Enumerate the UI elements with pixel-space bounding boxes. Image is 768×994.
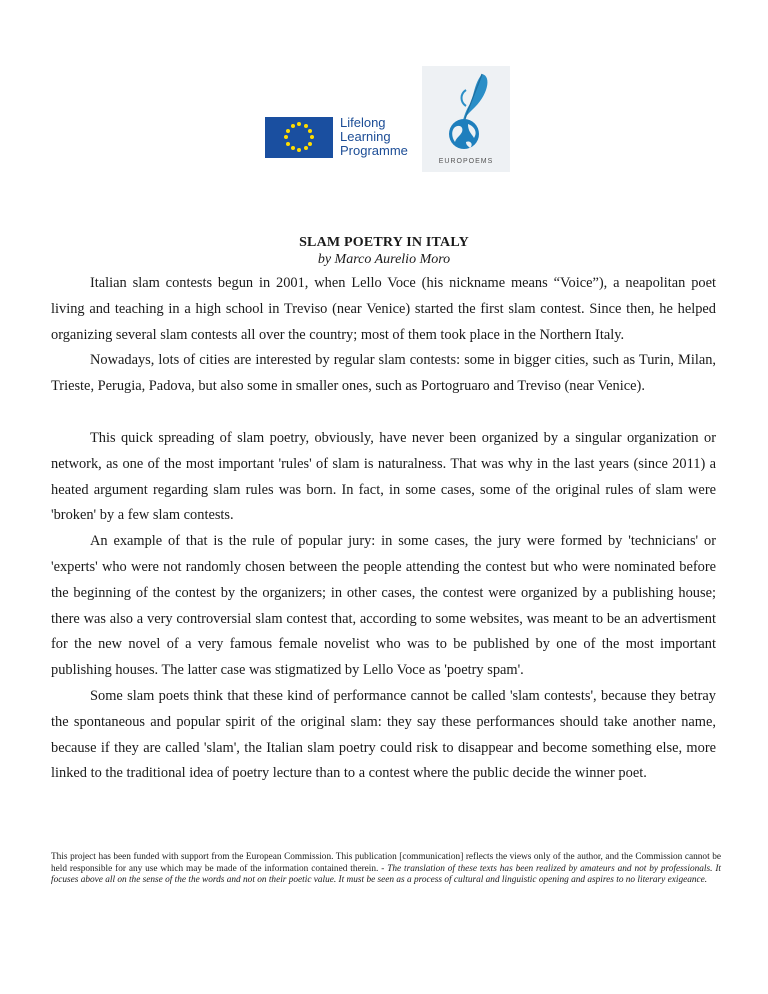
eu-star-icon: [286, 129, 290, 133]
translation-note: The translation of these texts has been realized by amateurs and not by professionals. It focuses above all on the sense of the the words and not on their poetic value. It must be seen as a process of cultural and linguistic opening and aspires to no literary exigeance.: [51, 863, 721, 885]
eu-star-icon: [297, 148, 301, 152]
programme-name: [340, 116, 408, 158]
article-body: [51, 271, 716, 787]
paragraph: Italian slam contests begun in 2001, when Lello Voce (his nickname means “Voice”), a neapolitan poet living and teaching in a high school in Treviso (near Venice) started the first slam contest. Since then, he helped organizing several slam contests all over the country; most of them took place in the Northern Italy.: [51, 275, 716, 343]
eu-star-icon: [284, 135, 288, 139]
quill-globe-icon: [422, 66, 510, 158]
paragraph: An example of that is the rule of popular jury: in some cases, the jury were formed by 'technicians' or 'experts' who were not randomly chosen between the people attending the contest but who were nominated before the beginning of the contest by the organizers; in other cases, the contest were organized by a publishing house; there was also a very controversial slam contest that, according to some websites, was meant to be an advertisment for the new novel of a very famous female novelist who was to be published by one of the most important publishing houses. The latter case was stigmatized by Lello Voce as 'poetry spam'.: [51, 533, 716, 679]
lifelong-learning-logo: [265, 116, 408, 158]
programme-line-2: Learning: [340, 129, 391, 144]
eu-star-icon: [308, 129, 312, 133]
eu-star-icon: [308, 142, 312, 146]
header-logos: [265, 66, 510, 174]
paragraph: Some slam poets think that these kind of performance cannot be called 'slam contests', because they betray the spontaneous and popular spirit of the original slam: they say these performances should take another name, because if they are called 'slam', the Italian slam poetry could risk to disappear and become something else, more linked to the traditional idea of poetry lecture than to a contest where the public decide the winner poet.: [51, 687, 716, 782]
eu-star-icon: [304, 124, 308, 128]
eu-flag-icon: [265, 117, 333, 158]
eu-star-icon: [304, 146, 308, 150]
paragraph: This quick spreading of slam poetry, obviously, have never been organized by a singular organization or network, as one of the most important 'rules' of slam is naturalness. That was why in the last years (since 2011) a heated argument regarding slam rules was born. In fact, in some cases, some of the original rules of slam were 'broken' by a few slam contests.: [51, 429, 716, 524]
europoems-label: EUROPOEMS: [438, 158, 494, 165]
article-title: SLAM POETRY IN ITALY: [299, 235, 469, 250]
eu-star-icon: [291, 146, 295, 150]
eu-star-icon: [310, 135, 314, 139]
programme-line-3: Programme: [340, 143, 408, 158]
eu-star-icon: [286, 142, 290, 146]
paragraph: Nowadays, lots of cities are interested by regular slam contests: some in bigger cities, such as Turin, Milan, Trieste, Perugia, Padova, but also some in smaller ones, such as Portogruaro and Treviso (near Venice).: [51, 352, 716, 395]
article-byline: by Marco Aurelio Moro: [317, 252, 451, 267]
programme-line-1: Lifelong: [340, 115, 386, 130]
disclaimer-text: This project has been funded with support from the European Commission. This publication [communication] reflects the views only of the author, and the Commission cannot be held responsible for any use which may be made of the information contained therein. -: [51, 852, 721, 874]
eu-star-icon: [297, 122, 301, 126]
eu-star-icon: [291, 124, 295, 128]
article-header: [0, 235, 768, 268]
europoems-logo: [422, 66, 510, 172]
funding-disclaimer: [51, 852, 721, 887]
